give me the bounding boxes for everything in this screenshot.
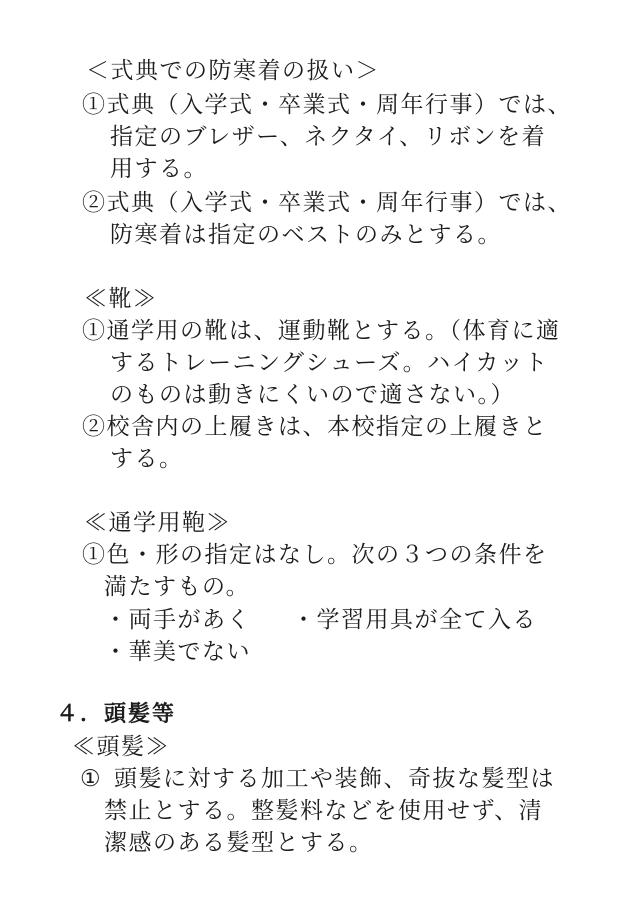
ceremony-item1-line3: 用する。: [110, 156, 208, 182]
shoes-item1-line2: するトレーニングシューズ。ハイカット: [110, 350, 549, 376]
shoes-heading: ≪靴≫: [84, 286, 158, 312]
shoes-item1-line3: のものは動きにくいので適さない。）: [110, 382, 515, 408]
bag-heading: ≪通学用鞄≫: [84, 510, 231, 536]
hair-item1-line2: 禁止とする。整髪料などを使用せず、清: [104, 798, 544, 824]
bag-condition-1: ・両手があく: [104, 607, 251, 633]
shoes-item2-line2: する。: [110, 446, 184, 472]
shoes-item2-line1: ②校舎内の上履きは、本校指定の上履きと: [82, 414, 548, 440]
shoes-item1-line1: ①通学用の靴は、運動靴とする。（体育に適: [82, 318, 561, 344]
bag-condition-2: ・学習用具が全て入る: [292, 607, 537, 633]
ceremony-item1-line1: ①式典（入学式・卒業式・周年行事）では、: [82, 92, 572, 118]
ceremony-heading: ＜式典での防寒着の扱い＞: [86, 58, 380, 84]
bag-item1-line2: 満たすもの。: [104, 574, 251, 600]
ceremony-item1-line2: 指定のブレザー、ネクタイ、リボンを着: [110, 124, 547, 150]
hair-item1-line3: 潔感のある髪型とする。: [104, 830, 374, 856]
ceremony-item2-line2: 防寒着は指定のベストのみとする。: [110, 222, 502, 248]
bag-item1-line1: ①色・形の指定はなし。次の３つの条件を: [82, 542, 548, 568]
hair-item1-marker: ①: [80, 766, 103, 792]
hair-item1-line1: 頭髪に対する加工や装飾、奇抜な髪型は: [114, 766, 555, 792]
ceremony-item2-line1: ②式典（入学式・卒業式・周年行事）では、: [82, 190, 572, 216]
hair-heading: ≪頭髪≫: [72, 734, 170, 760]
hair-section-title: ４．頭髪等: [56, 702, 177, 727]
bag-condition-3: ・華美でない: [104, 639, 251, 665]
